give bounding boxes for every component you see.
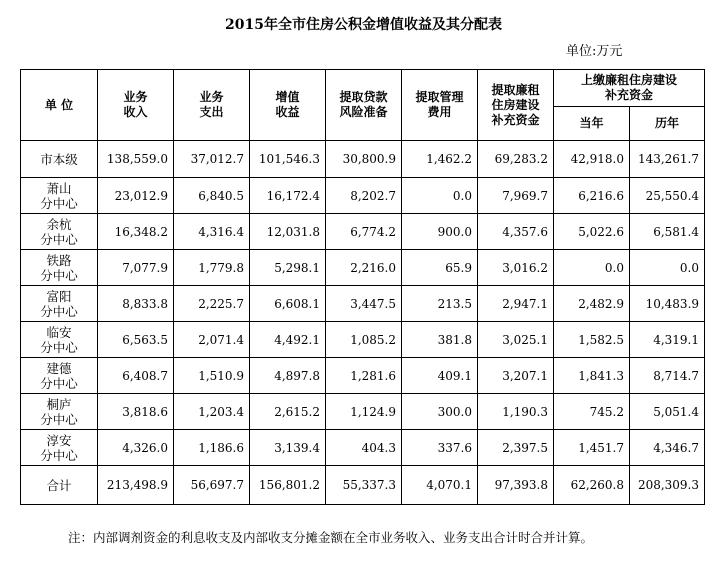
- footnote: 注：内部调剂资金的利息收支及内部收支分摊金额在全市业务收入、业务支出合计时合并计算。: [68, 530, 594, 545]
- cell-gain: 3,139.4: [250, 430, 326, 466]
- cell-gain: 4,897.8: [250, 358, 326, 394]
- header-risk-reserve: 提取贷款 风险准备: [326, 70, 402, 141]
- cell-risk-reserve: 404.3: [326, 430, 402, 466]
- row-unit-name: 市本级: [21, 141, 98, 178]
- cell-risk-reserve: 30,800.9: [326, 141, 402, 178]
- cell-income: 4,326.0: [98, 430, 174, 466]
- cell-income: 8,833.8: [98, 286, 174, 322]
- table-row: [21, 394, 705, 430]
- cell-mgmt-fee: 0.0: [402, 178, 478, 214]
- cell-income: 6,563.5: [98, 322, 174, 358]
- table-row: [21, 178, 705, 214]
- cell-expense: 6,840.5: [174, 178, 250, 214]
- cell-income: 6,408.7: [98, 358, 174, 394]
- cell-income: 16,348.2: [98, 214, 174, 250]
- cell-income: 23,012.9: [98, 178, 174, 214]
- table-row: [21, 250, 705, 286]
- cell-risk-reserve: 8,202.7: [326, 178, 402, 214]
- cell-expense: 1,510.9: [174, 358, 250, 394]
- cell-risk-reserve: 1,085.2: [326, 322, 402, 358]
- row-unit-name: 建德 分中心: [21, 358, 98, 394]
- row-unit-name: 余杭 分中心: [21, 214, 98, 250]
- cell-risk-reserve: 1,124.9: [326, 394, 402, 430]
- cell-risk-reserve: 55,337.3: [326, 466, 402, 505]
- table-row: [21, 286, 705, 322]
- unit-label: 单位:万元: [566, 44, 623, 59]
- cell-expense: 4,316.4: [174, 214, 250, 250]
- header-mgmt-fee: 提取管理 费用: [402, 70, 478, 141]
- cell-gain: 156,801.2: [250, 466, 326, 505]
- cell-expense: 56,697.7: [174, 466, 250, 505]
- cell-expense: 2,071.4: [174, 322, 250, 358]
- cell-gain: 5,298.1: [250, 250, 326, 286]
- cell-remit-history: 10,483.9: [630, 286, 705, 322]
- cell-mgmt-fee: 381.8: [402, 322, 478, 358]
- cell-gain: 12,031.8: [250, 214, 326, 250]
- cell-mgmt-fee: 300.0: [402, 394, 478, 430]
- cell-expense: 2,225.7: [174, 286, 250, 322]
- cell-housing-fund: 7,969.7: [478, 178, 554, 214]
- cell-remit-history: 25,550.4: [630, 178, 705, 214]
- table-row: [21, 214, 705, 250]
- cell-expense: 1,186.6: [174, 430, 250, 466]
- cell-remit-current: 42,918.0: [554, 141, 630, 178]
- header-gain: 增值 收益: [250, 70, 326, 141]
- header-unit: 单 位: [21, 70, 98, 141]
- cell-income: 3,818.6: [98, 394, 174, 430]
- cell-housing-fund: 2,947.1: [478, 286, 554, 322]
- row-unit-name: 临安 分中心: [21, 322, 98, 358]
- cell-expense: 1,203.4: [174, 394, 250, 430]
- cell-remit-history: 5,051.4: [630, 394, 705, 430]
- cell-income: 7,077.9: [98, 250, 174, 286]
- header-income: 业务 收入: [98, 70, 174, 141]
- cell-remit-current: 6,216.6: [554, 178, 630, 214]
- cell-mgmt-fee: 900.0: [402, 214, 478, 250]
- cell-remit-current: 0.0: [554, 250, 630, 286]
- cell-housing-fund: 2,397.5: [478, 430, 554, 466]
- cell-remit-history: 0.0: [630, 250, 705, 286]
- cell-mgmt-fee: 1,462.2: [402, 141, 478, 178]
- cell-housing-fund: 3,207.1: [478, 358, 554, 394]
- header-remit: 上缴廉租住房建设 补充资金: [554, 70, 705, 107]
- row-unit-name: 富阳 分中心: [21, 286, 98, 322]
- row-unit-name: 淳安 分中心: [21, 430, 98, 466]
- header-remit-current: 当年: [554, 107, 630, 141]
- cell-remit-history: 4,346.7: [630, 430, 705, 466]
- cell-gain: 101,546.3: [250, 141, 326, 178]
- table-row: [21, 141, 705, 178]
- cell-income: 138,559.0: [98, 141, 174, 178]
- cell-mgmt-fee: 409.1: [402, 358, 478, 394]
- cell-income: 213,498.9: [98, 466, 174, 505]
- cell-housing-fund: 3,025.1: [478, 322, 554, 358]
- table-row: [21, 322, 705, 358]
- row-unit-name: 铁路 分中心: [21, 250, 98, 286]
- cell-expense: 37,012.7: [174, 141, 250, 178]
- row-unit-name: 萧山 分中心: [21, 178, 98, 214]
- cell-risk-reserve: 3,447.5: [326, 286, 402, 322]
- header-housing-fund: 提取廉租 住房建设 补充资金: [478, 70, 554, 141]
- cell-mgmt-fee: 337.6: [402, 430, 478, 466]
- cell-mgmt-fee: 65.9: [402, 250, 478, 286]
- cell-housing-fund: 4,357.6: [478, 214, 554, 250]
- cell-remit-history: 4,319.1: [630, 322, 705, 358]
- cell-gain: 2,615.2: [250, 394, 326, 430]
- cell-mgmt-fee: 4,070.1: [402, 466, 478, 505]
- cell-remit-current: 2,482.9: [554, 286, 630, 322]
- cell-remit-history: 6,581.4: [630, 214, 705, 250]
- table-row: [21, 430, 705, 466]
- cell-remit-history: 208,309.3: [630, 466, 705, 505]
- cell-remit-current: 1,451.7: [554, 430, 630, 466]
- cell-expense: 1,779.8: [174, 250, 250, 286]
- header-remit-history: 历年: [630, 107, 705, 141]
- cell-gain: 6,608.1: [250, 286, 326, 322]
- row-unit-name: 桐庐 分中心: [21, 394, 98, 430]
- cell-remit-current: 62,260.8: [554, 466, 630, 505]
- cell-housing-fund: 3,016.2: [478, 250, 554, 286]
- cell-remit-current: 5,022.6: [554, 214, 630, 250]
- cell-remit-current: 745.2: [554, 394, 630, 430]
- row-unit-name: 合计: [21, 466, 98, 505]
- cell-remit-history: 143,261.7: [630, 141, 705, 178]
- table-title: 2015年全市住房公积金增值收益及其分配表: [225, 17, 502, 33]
- cell-risk-reserve: 1,281.6: [326, 358, 402, 394]
- cell-housing-fund: 1,190.3: [478, 394, 554, 430]
- fund-distribution-table: [20, 69, 705, 505]
- total-row: [21, 466, 705, 505]
- header-expense: 业务 支出: [174, 70, 250, 141]
- cell-remit-current: 1,841.3: [554, 358, 630, 394]
- cell-gain: 4,492.1: [250, 322, 326, 358]
- cell-remit-current: 1,582.5: [554, 322, 630, 358]
- cell-mgmt-fee: 213.5: [402, 286, 478, 322]
- cell-risk-reserve: 2,216.0: [326, 250, 402, 286]
- cell-housing-fund: 69,283.2: [478, 141, 554, 178]
- cell-remit-history: 8,714.7: [630, 358, 705, 394]
- cell-housing-fund: 97,393.8: [478, 466, 554, 505]
- cell-gain: 16,172.4: [250, 178, 326, 214]
- table-row: [21, 358, 705, 394]
- cell-risk-reserve: 6,774.2: [326, 214, 402, 250]
